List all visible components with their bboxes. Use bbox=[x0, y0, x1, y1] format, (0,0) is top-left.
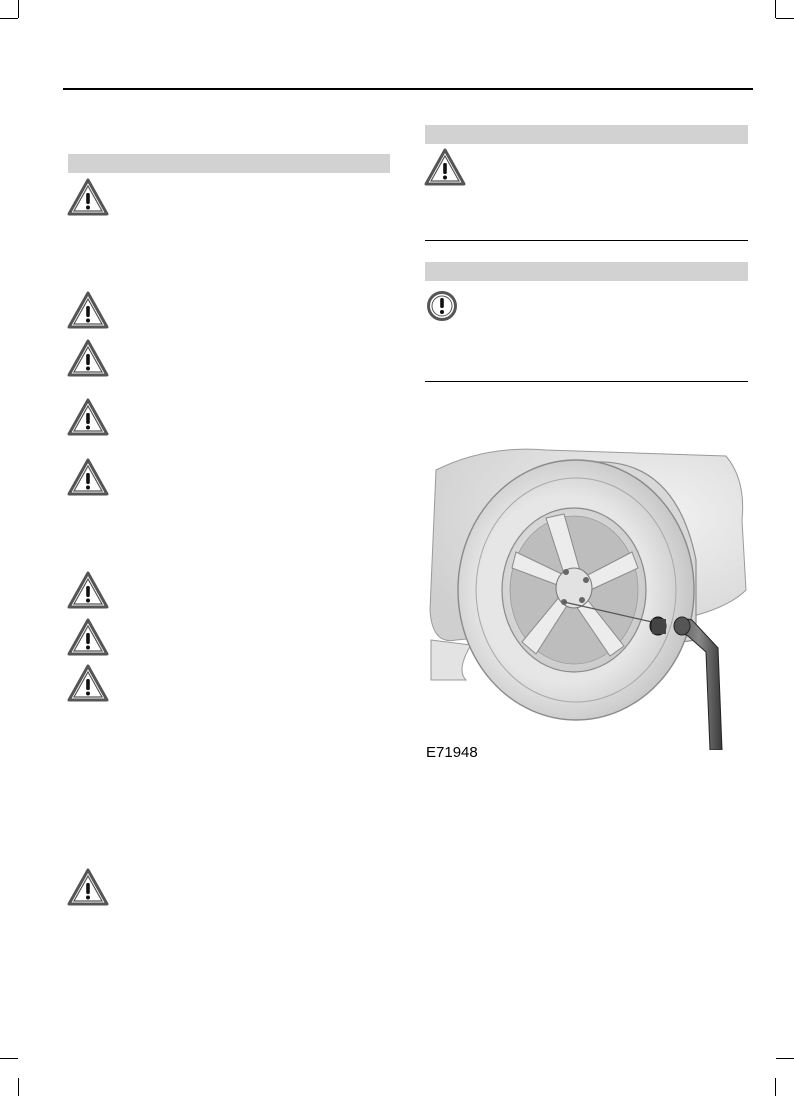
section-end-rule bbox=[425, 381, 748, 382]
warning-triangle-icon bbox=[67, 618, 109, 656]
warning-triangle-icon bbox=[424, 148, 466, 186]
wheel-nut-removal-illustration bbox=[426, 440, 750, 750]
warning-triangle-icon bbox=[67, 664, 109, 702]
crop-mark bbox=[0, 18, 18, 19]
warning-triangle-icon bbox=[67, 339, 109, 377]
crop-mark bbox=[0, 1058, 18, 1059]
header-rule bbox=[63, 88, 753, 90]
section-bar-warning bbox=[425, 125, 748, 144]
warning-triangle-icon bbox=[67, 398, 109, 436]
warning-triangle-icon bbox=[67, 868, 109, 906]
crop-mark bbox=[776, 18, 794, 19]
crop-mark bbox=[775, 1078, 776, 1096]
notice-circle-icon bbox=[426, 290, 458, 322]
crop-mark bbox=[776, 1058, 794, 1059]
warning-triangle-icon bbox=[67, 291, 109, 329]
crop-mark bbox=[775, 0, 776, 18]
warning-triangle-icon bbox=[67, 458, 109, 496]
crop-mark bbox=[18, 1078, 19, 1096]
figure-code: E71948 bbox=[426, 744, 478, 761]
warning-triangle-icon bbox=[67, 178, 109, 216]
section-bar-warning bbox=[68, 154, 390, 173]
crop-mark bbox=[18, 0, 19, 18]
section-end-rule bbox=[425, 240, 748, 241]
section-bar-notice bbox=[425, 262, 748, 281]
warning-triangle-icon bbox=[67, 571, 109, 609]
